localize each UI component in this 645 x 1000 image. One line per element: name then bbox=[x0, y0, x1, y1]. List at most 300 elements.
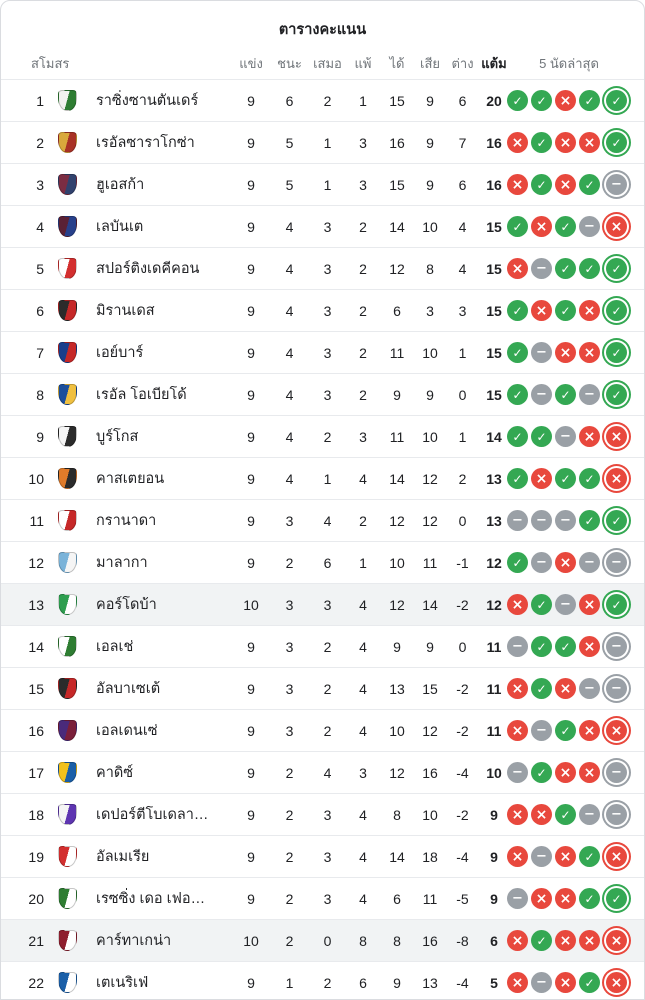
lost-cell: 4 bbox=[359, 890, 367, 907]
team-name: คาร์ทาเกน่า bbox=[96, 933, 172, 949]
draw-icon: − bbox=[531, 552, 552, 573]
won-cell: 4 bbox=[285, 260, 294, 277]
drawn-cell: 3 bbox=[323, 596, 332, 613]
played-cell: 10 bbox=[243, 932, 259, 949]
played-cell: 10 bbox=[243, 596, 259, 613]
won-cell: 2 bbox=[285, 848, 294, 865]
win-icon: ✓ bbox=[555, 216, 576, 237]
team-name: สปอร์ติงเดคีคอน bbox=[96, 261, 200, 277]
lost-cell: 4 bbox=[359, 680, 367, 697]
win-icon: ✓ bbox=[531, 174, 552, 195]
table-row[interactable] bbox=[1, 121, 644, 163]
lost-cell: 3 bbox=[359, 764, 367, 781]
goals-for-cell: 12 bbox=[389, 260, 405, 277]
team-rank: 10 bbox=[28, 470, 44, 487]
team-crest-icon bbox=[58, 930, 77, 951]
draw-icon: − bbox=[555, 426, 576, 447]
loss-icon: × bbox=[555, 90, 576, 111]
team-rank: 19 bbox=[28, 848, 44, 865]
goals-for-cell: 12 bbox=[389, 596, 405, 613]
won-cell: 3 bbox=[285, 596, 294, 613]
win-icon: ✓ bbox=[507, 426, 528, 447]
loss-icon: × bbox=[507, 804, 528, 825]
standings-title: ตารางคะแนน bbox=[278, 22, 367, 38]
form-badges bbox=[509, 384, 629, 405]
loss-icon: × bbox=[579, 930, 600, 951]
column-club: สโมสร bbox=[31, 55, 70, 71]
drawn-cell: 3 bbox=[323, 848, 332, 865]
team-name: เตเนริเฟ่ bbox=[96, 975, 149, 991]
team-rank: 2 bbox=[36, 134, 44, 151]
goals-against-cell: 9 bbox=[426, 92, 434, 109]
table-row[interactable] bbox=[1, 751, 644, 793]
table-row[interactable] bbox=[1, 205, 644, 247]
points-cell: 15 bbox=[486, 218, 502, 235]
win-icon: ✓ bbox=[579, 258, 600, 279]
win-icon: ✓ bbox=[606, 258, 627, 279]
goals-against-cell: 15 bbox=[422, 680, 438, 697]
goals-against-cell: 14 bbox=[422, 596, 438, 613]
goals-for-cell: 8 bbox=[393, 932, 401, 949]
win-icon: ✓ bbox=[606, 342, 627, 363]
form-badges bbox=[509, 636, 629, 657]
win-icon: ✓ bbox=[606, 132, 627, 153]
played-cell: 9 bbox=[247, 260, 255, 277]
loss-icon: × bbox=[507, 846, 528, 867]
form-badges bbox=[509, 846, 629, 867]
table-row[interactable] bbox=[1, 415, 644, 457]
points-cell: 6 bbox=[490, 932, 498, 949]
column-points: แต้ม bbox=[481, 55, 507, 71]
team-rank: 9 bbox=[36, 428, 44, 445]
win-icon: ✓ bbox=[507, 552, 528, 573]
loss-icon: × bbox=[531, 300, 552, 321]
won-cell: 4 bbox=[285, 302, 294, 319]
win-icon: ✓ bbox=[555, 258, 576, 279]
draw-icon: − bbox=[531, 972, 552, 993]
lost-cell: 3 bbox=[359, 176, 367, 193]
loss-icon: × bbox=[606, 216, 627, 237]
lost-cell: 4 bbox=[359, 470, 367, 487]
goals-for-cell: 10 bbox=[389, 722, 405, 739]
team-rank: 3 bbox=[36, 176, 44, 193]
lost-cell: 6 bbox=[359, 974, 367, 991]
loss-icon: × bbox=[579, 342, 600, 363]
win-icon: ✓ bbox=[606, 384, 627, 405]
win-icon: ✓ bbox=[579, 468, 600, 489]
loss-icon: × bbox=[555, 342, 576, 363]
goals-against-cell: 3 bbox=[426, 302, 434, 319]
goals-for-cell: 8 bbox=[393, 806, 401, 823]
table-row[interactable] bbox=[1, 667, 644, 709]
played-cell: 9 bbox=[247, 134, 255, 151]
draw-icon: − bbox=[555, 594, 576, 615]
table-row[interactable] bbox=[1, 877, 644, 919]
goal-diff-cell: 7 bbox=[458, 134, 467, 151]
goals-for-cell: 11 bbox=[389, 428, 405, 445]
team-crest-icon bbox=[58, 300, 77, 321]
goal-diff-cell: 1 bbox=[458, 428, 467, 445]
points-cell: 11 bbox=[486, 680, 502, 697]
played-cell: 9 bbox=[247, 386, 255, 403]
points-cell: 20 bbox=[486, 92, 502, 109]
played-cell: 9 bbox=[247, 890, 255, 907]
column-goals-for: ได้ bbox=[389, 55, 405, 71]
team-crest-icon bbox=[58, 594, 77, 615]
won-cell: 2 bbox=[285, 764, 294, 781]
drawn-cell: 4 bbox=[323, 512, 332, 529]
drawn-cell: 3 bbox=[323, 344, 332, 361]
goals-for-cell: 12 bbox=[389, 512, 405, 529]
goals-for-cell: 11 bbox=[389, 344, 405, 361]
draw-icon: − bbox=[555, 510, 576, 531]
table-row[interactable] bbox=[1, 835, 644, 877]
points-cell: 12 bbox=[486, 554, 502, 571]
lost-cell: 8 bbox=[359, 932, 367, 949]
draw-icon: − bbox=[507, 636, 528, 657]
points-cell: 9 bbox=[490, 806, 498, 823]
drawn-cell: 6 bbox=[323, 554, 332, 571]
team-name: เอย์บาร์ bbox=[96, 345, 144, 361]
team-crest-icon bbox=[58, 342, 77, 363]
goal-diff-cell: 6 bbox=[458, 176, 467, 193]
draw-icon: − bbox=[579, 216, 600, 237]
team-crest-icon bbox=[58, 174, 77, 195]
won-cell: 3 bbox=[285, 512, 294, 529]
lost-cell: 1 bbox=[359, 554, 367, 571]
goals-for-cell: 14 bbox=[389, 218, 405, 235]
drawn-cell: 4 bbox=[323, 764, 332, 781]
form-badges bbox=[509, 300, 629, 321]
loss-icon: × bbox=[606, 720, 627, 741]
loss-icon: × bbox=[555, 132, 576, 153]
win-icon: ✓ bbox=[507, 468, 528, 489]
draw-icon: − bbox=[507, 888, 528, 909]
team-crest-icon bbox=[58, 972, 77, 993]
played-cell: 9 bbox=[247, 302, 255, 319]
team-rank: 11 bbox=[29, 512, 44, 529]
draw-icon: − bbox=[606, 636, 627, 657]
drawn-cell: 1 bbox=[323, 176, 332, 193]
draw-icon: − bbox=[531, 720, 552, 741]
won-cell: 4 bbox=[285, 344, 294, 361]
team-crest-icon bbox=[58, 678, 77, 699]
points-cell: 9 bbox=[490, 890, 498, 907]
loss-icon: × bbox=[606, 468, 627, 489]
won-cell: 4 bbox=[285, 470, 294, 487]
team-crest-icon bbox=[58, 804, 77, 825]
played-cell: 9 bbox=[247, 428, 255, 445]
points-cell: 11 bbox=[486, 638, 502, 655]
played-cell: 9 bbox=[247, 218, 255, 235]
goal-diff-cell: -8 bbox=[456, 932, 469, 949]
column-played: แข่ง bbox=[239, 55, 263, 71]
drawn-cell: 2 bbox=[323, 722, 332, 739]
goal-diff-cell: 4 bbox=[458, 218, 467, 235]
draw-icon: − bbox=[531, 846, 552, 867]
lost-cell: 1 bbox=[359, 92, 367, 109]
form-badges bbox=[509, 216, 629, 237]
table-row[interactable] bbox=[1, 331, 644, 373]
won-cell: 5 bbox=[285, 176, 294, 193]
goal-diff-cell: -2 bbox=[456, 596, 469, 613]
table-row[interactable] bbox=[1, 373, 644, 415]
points-cell: 11 bbox=[486, 722, 502, 739]
win-icon: ✓ bbox=[606, 888, 627, 909]
standings-body bbox=[1, 79, 644, 1000]
points-cell: 15 bbox=[486, 386, 502, 403]
goals-against-cell: 13 bbox=[422, 974, 438, 991]
goals-against-cell: 10 bbox=[422, 344, 438, 361]
table-row[interactable] bbox=[1, 625, 644, 667]
win-icon: ✓ bbox=[579, 510, 600, 531]
draw-icon: − bbox=[531, 342, 552, 363]
column-lost: แพ้ bbox=[354, 55, 372, 71]
draw-icon: − bbox=[579, 804, 600, 825]
won-cell: 3 bbox=[285, 638, 294, 655]
team-crest-icon bbox=[58, 90, 77, 111]
table-row[interactable] bbox=[1, 457, 644, 499]
loss-icon: × bbox=[555, 552, 576, 573]
drawn-cell: 1 bbox=[323, 470, 332, 487]
goal-diff-cell: 0 bbox=[458, 512, 467, 529]
win-icon: ✓ bbox=[579, 174, 600, 195]
played-cell: 9 bbox=[247, 176, 255, 193]
lost-cell: 4 bbox=[359, 638, 367, 655]
form-badges bbox=[509, 90, 629, 111]
form-badges bbox=[509, 426, 629, 447]
played-cell: 9 bbox=[247, 554, 255, 571]
goals-for-cell: 13 bbox=[389, 680, 405, 697]
goals-against-cell: 9 bbox=[426, 638, 434, 655]
won-cell: 6 bbox=[285, 92, 294, 109]
points-cell: 13 bbox=[486, 470, 502, 487]
loss-icon: × bbox=[555, 174, 576, 195]
table-row[interactable] bbox=[1, 499, 644, 541]
table-row[interactable] bbox=[1, 583, 644, 625]
goals-for-cell: 14 bbox=[389, 848, 405, 865]
win-icon: ✓ bbox=[507, 342, 528, 363]
goal-diff-cell: -2 bbox=[456, 722, 469, 739]
team-crest-icon bbox=[58, 636, 77, 657]
win-icon: ✓ bbox=[531, 426, 552, 447]
points-cell: 15 bbox=[486, 260, 502, 277]
team-rank: 7 bbox=[36, 344, 44, 361]
won-cell: 2 bbox=[285, 890, 294, 907]
goals-against-cell: 11 bbox=[422, 554, 438, 571]
win-icon: ✓ bbox=[531, 636, 552, 657]
goals-against-cell: 16 bbox=[422, 932, 438, 949]
table-row[interactable] bbox=[1, 541, 644, 583]
win-icon: ✓ bbox=[531, 594, 552, 615]
goals-for-cell: 9 bbox=[393, 386, 401, 403]
draw-icon: − bbox=[579, 552, 600, 573]
table-row[interactable] bbox=[1, 793, 644, 835]
table-row[interactable] bbox=[1, 919, 644, 961]
drawn-cell: 2 bbox=[323, 974, 332, 991]
form-badges bbox=[509, 762, 629, 783]
goals-against-cell: 8 bbox=[426, 260, 434, 277]
goals-for-cell: 6 bbox=[393, 890, 401, 907]
win-icon: ✓ bbox=[606, 90, 627, 111]
lost-cell: 2 bbox=[359, 512, 367, 529]
team-crest-icon bbox=[58, 216, 77, 237]
goal-diff-cell: -4 bbox=[456, 974, 469, 991]
points-cell: 9 bbox=[490, 848, 498, 865]
goals-against-cell: 9 bbox=[426, 386, 434, 403]
draw-icon: − bbox=[579, 678, 600, 699]
column-drawn: เสมอ bbox=[313, 55, 342, 71]
goals-for-cell: 9 bbox=[393, 638, 401, 655]
goals-for-cell: 14 bbox=[389, 470, 405, 487]
played-cell: 9 bbox=[247, 344, 255, 361]
win-icon: ✓ bbox=[531, 132, 552, 153]
lost-cell: 3 bbox=[359, 428, 367, 445]
played-cell: 9 bbox=[247, 848, 255, 865]
points-cell: 16 bbox=[486, 134, 502, 151]
draw-icon: − bbox=[531, 384, 552, 405]
won-cell: 2 bbox=[285, 554, 294, 571]
draw-icon: − bbox=[531, 258, 552, 279]
loss-icon: × bbox=[555, 888, 576, 909]
goals-for-cell: 15 bbox=[389, 92, 405, 109]
lost-cell: 2 bbox=[359, 218, 367, 235]
loss-icon: × bbox=[507, 594, 528, 615]
team-name: เลบันเต bbox=[96, 219, 144, 235]
played-cell: 9 bbox=[247, 806, 255, 823]
played-cell: 9 bbox=[247, 974, 255, 991]
win-icon: ✓ bbox=[606, 510, 627, 531]
loss-icon: × bbox=[507, 972, 528, 993]
won-cell: 4 bbox=[285, 386, 294, 403]
win-icon: ✓ bbox=[579, 972, 600, 993]
team-rank: 15 bbox=[28, 680, 44, 697]
team-rank: 14 bbox=[28, 638, 44, 655]
drawn-cell: 2 bbox=[323, 638, 332, 655]
team-name: คาสเตยอน bbox=[96, 471, 165, 487]
goal-diff-cell: -2 bbox=[456, 680, 469, 697]
form-badges bbox=[509, 174, 629, 195]
played-cell: 9 bbox=[247, 92, 255, 109]
drawn-cell: 3 bbox=[323, 386, 332, 403]
win-icon: ✓ bbox=[531, 930, 552, 951]
form-badges bbox=[509, 258, 629, 279]
goals-against-cell: 10 bbox=[422, 428, 438, 445]
goal-diff-cell: -4 bbox=[456, 848, 469, 865]
points-cell: 15 bbox=[486, 302, 502, 319]
lost-cell: 4 bbox=[359, 848, 367, 865]
loss-icon: × bbox=[555, 846, 576, 867]
draw-icon: − bbox=[606, 804, 627, 825]
team-crest-icon bbox=[58, 552, 77, 573]
goal-diff-cell: 3 bbox=[458, 302, 467, 319]
team-name: อัลบาเซเต้ bbox=[96, 681, 161, 697]
table-row[interactable] bbox=[1, 961, 644, 1000]
points-cell: 14 bbox=[486, 428, 502, 445]
table-row[interactable] bbox=[1, 163, 644, 205]
drawn-cell: 2 bbox=[323, 680, 332, 697]
loss-icon: × bbox=[507, 930, 528, 951]
lost-cell: 4 bbox=[359, 722, 367, 739]
team-rank: 16 bbox=[28, 722, 44, 739]
win-icon: ✓ bbox=[555, 468, 576, 489]
loss-icon: × bbox=[579, 426, 600, 447]
goals-for-cell: 6 bbox=[393, 302, 401, 319]
team-crest-icon bbox=[58, 468, 77, 489]
goal-diff-cell: 4 bbox=[458, 260, 467, 277]
team-rank: 5 bbox=[36, 260, 44, 277]
goal-diff-cell: -2 bbox=[456, 806, 469, 823]
team-name: เอลเดนเซ่ bbox=[96, 723, 158, 739]
draw-icon: − bbox=[606, 174, 627, 195]
team-rank: 13 bbox=[28, 596, 44, 613]
win-icon: ✓ bbox=[555, 636, 576, 657]
team-crest-icon bbox=[58, 720, 77, 741]
goals-against-cell: 11 bbox=[422, 890, 438, 907]
goals-against-cell: 9 bbox=[426, 134, 434, 151]
loss-icon: × bbox=[555, 678, 576, 699]
team-crest-icon bbox=[58, 132, 77, 153]
loss-icon: × bbox=[606, 972, 627, 993]
won-cell: 2 bbox=[285, 932, 294, 949]
standings-header bbox=[1, 47, 644, 79]
points-cell: 16 bbox=[486, 176, 502, 193]
win-icon: ✓ bbox=[531, 678, 552, 699]
team-name: คอร์โดบ้า bbox=[96, 597, 157, 613]
lost-cell: 3 bbox=[359, 134, 367, 151]
table-row[interactable] bbox=[1, 709, 644, 751]
draw-icon: − bbox=[606, 552, 627, 573]
goals-for-cell: 15 bbox=[389, 176, 405, 193]
team-name: คาดิซ์ bbox=[96, 765, 134, 781]
goal-diff-cell: 2 bbox=[458, 470, 467, 487]
team-crest-icon bbox=[58, 510, 77, 531]
goals-for-cell: 12 bbox=[389, 764, 405, 781]
form-badges bbox=[509, 930, 629, 951]
draw-icon: − bbox=[507, 762, 528, 783]
table-row[interactable] bbox=[1, 79, 644, 121]
team-name: มาลากา bbox=[96, 555, 148, 571]
loss-icon: × bbox=[579, 300, 600, 321]
loss-icon: × bbox=[606, 426, 627, 447]
loss-icon: × bbox=[555, 762, 576, 783]
team-rank: 22 bbox=[28, 974, 44, 991]
lost-cell: 4 bbox=[359, 596, 367, 613]
goals-against-cell: 18 bbox=[422, 848, 438, 865]
loss-icon: × bbox=[507, 720, 528, 741]
won-cell: 5 bbox=[285, 134, 294, 151]
win-icon: ✓ bbox=[555, 384, 576, 405]
team-crest-icon bbox=[58, 846, 77, 867]
win-icon: ✓ bbox=[507, 90, 528, 111]
lost-cell: 4 bbox=[359, 806, 367, 823]
points-cell: 15 bbox=[486, 344, 502, 361]
points-cell: 13 bbox=[486, 512, 502, 529]
team-name: อัลเมเรีย bbox=[96, 849, 150, 865]
win-icon: ✓ bbox=[507, 300, 528, 321]
win-icon: ✓ bbox=[606, 594, 627, 615]
table-row[interactable] bbox=[1, 289, 644, 331]
loss-icon: × bbox=[507, 132, 528, 153]
won-cell: 1 bbox=[285, 974, 294, 991]
drawn-cell: 2 bbox=[323, 92, 332, 109]
lost-cell: 2 bbox=[359, 386, 367, 403]
form-badges bbox=[509, 342, 629, 363]
table-row[interactable] bbox=[1, 247, 644, 289]
team-rank: 8 bbox=[36, 386, 44, 403]
win-icon: ✓ bbox=[579, 888, 600, 909]
form-badges bbox=[509, 510, 629, 531]
